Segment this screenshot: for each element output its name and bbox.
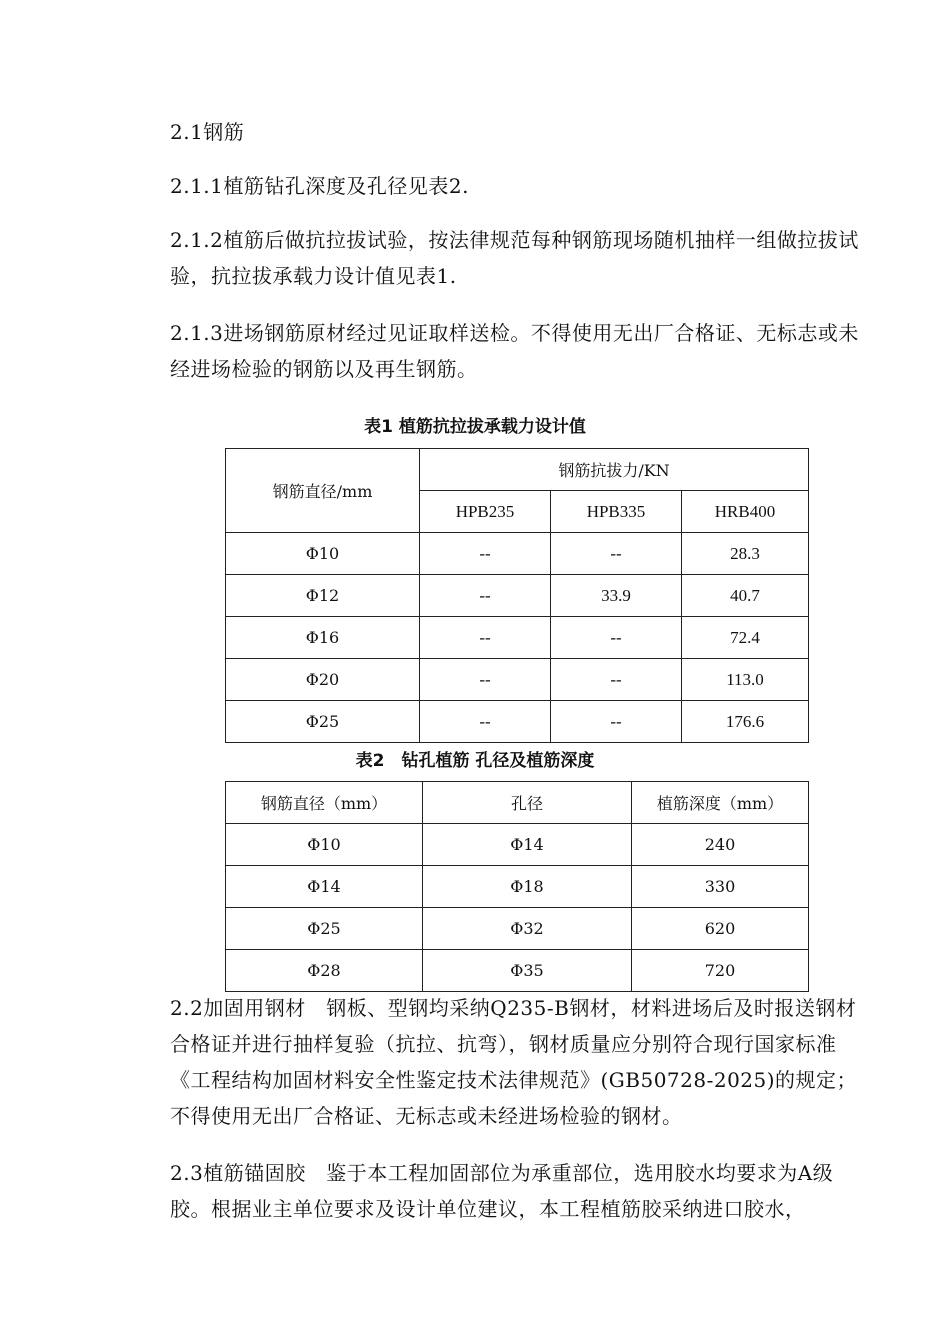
table2-cell-diameter: Φ25 xyxy=(226,908,423,950)
table1-cell-hpb235: -- xyxy=(420,659,551,701)
table1-cell-hrb400: 72.4 xyxy=(682,617,809,659)
table1-cell-hpb335: 33.9 xyxy=(551,575,682,617)
table-row xyxy=(226,617,809,659)
table2-header-diameter: 钢筋直径（mm） xyxy=(226,782,423,824)
paragraph-2-2: 2.2加固用钢材 钢板、型钢均采纳Q235-B钢材，材料进场后及时报送钢材合格证并进行抽样复验（抗拉、抗弯），钢材质量应分别符合现行国家标准《工程结构加固材料安全性鉴定技术法律规范》(GB50728-2025)的规定；不得使用无出厂合格证、无标志或未经进场检验的钢材。 xyxy=(170,996,858,1128)
table1-cell-hpb235: -- xyxy=(420,533,551,575)
table2-cell-diameter: Φ10 xyxy=(226,824,423,866)
table1-cell-diameter: Φ10 xyxy=(226,533,420,575)
pullout-capacity-table xyxy=(225,448,809,743)
table1-cell-diameter: Φ16 xyxy=(226,617,420,659)
table1-cell-hpb335: -- xyxy=(551,617,682,659)
table2-cell-hole: Φ14 xyxy=(423,824,632,866)
table1-header-hpb235: HPB235 xyxy=(420,491,551,533)
table-row xyxy=(226,950,809,992)
table1-cell-diameter: Φ25 xyxy=(226,701,420,743)
table1-cell-diameter: Φ12 xyxy=(226,575,420,617)
table-row xyxy=(226,908,809,950)
table1-cell-hrb400: 28.3 xyxy=(682,533,809,575)
table-row xyxy=(226,533,809,575)
table1-cell-hpb335: -- xyxy=(551,533,682,575)
paragraph-2-3: 2.3植筋锚固胶 鉴于本工程加固部位为承重部位，选用胶水均要求为A级胶。根据业主单位要求及设计单位建议，本工程植筋胶采纳进口胶水， xyxy=(170,1161,834,1221)
table1-cell-hpb235: -- xyxy=(420,617,551,659)
paragraph-2-1-3: 2.1.3进场钢筋原材经过见证取样送检。不得使用无出厂合格证、无标志或未经进场检验的钢筋以及再生钢筋。 xyxy=(170,321,859,381)
table2-header-depth: 植筋深度（mm） xyxy=(632,782,809,824)
paragraph-2-1-1: 2.1.1植筋钻孔深度及孔径见表2. xyxy=(170,174,469,198)
hole-depth-table xyxy=(225,781,809,992)
table1-cell-hrb400: 40.7 xyxy=(682,575,809,617)
table-row xyxy=(226,575,809,617)
table1-caption: 表1 植筋抗拉拔承载力设计值 xyxy=(364,417,586,437)
table1-cell-diameter: Φ20 xyxy=(226,659,420,701)
table2-cell-hole: Φ32 xyxy=(423,908,632,950)
table1-cell-hrb400: 176.6 xyxy=(682,701,809,743)
table1-cell-hpb335: -- xyxy=(551,659,682,701)
table2-caption: 表2 钻孔植筋 孔径及植筋深度 xyxy=(355,751,595,771)
table1-cell-hpb235: -- xyxy=(420,575,551,617)
table2-cell-depth: 330 xyxy=(632,866,809,908)
table2-cell-depth: 240 xyxy=(632,824,809,866)
table2-cell-hole: Φ18 xyxy=(423,866,632,908)
table-row xyxy=(226,701,809,743)
table-row xyxy=(226,824,809,866)
table1-header-hpb335: HPB335 xyxy=(551,491,682,533)
table2-cell-depth: 620 xyxy=(632,908,809,950)
table2-cell-diameter: Φ28 xyxy=(226,950,423,992)
table1-cell-hpb235: -- xyxy=(420,701,551,743)
table1-cell-hrb400: 113.0 xyxy=(682,659,809,701)
table2-header-hole: 孔径 xyxy=(423,782,632,824)
paragraph-2-1-2: 2.1.2植筋后做抗拉拔试验，按法律规范每种钢筋现场随机抽样一组做拉拔试验，抗拉拔承载力设计值见表1. xyxy=(170,228,859,288)
table2-cell-depth: 720 xyxy=(632,950,809,992)
table2-cell-diameter: Φ14 xyxy=(226,866,423,908)
table2-cell-hole: Φ35 xyxy=(423,950,632,992)
table1-header-diameter: 钢筋直径/mm xyxy=(226,449,420,533)
table-row xyxy=(226,659,809,701)
table1-header-force: 钢筋抗拔力/KN xyxy=(420,449,809,491)
section-2-1-heading: 2.1钢筋 xyxy=(170,120,245,144)
table-row xyxy=(226,866,809,908)
table1-cell-hpb335: -- xyxy=(551,701,682,743)
table1-header-hrb400: HRB400 xyxy=(682,491,809,533)
